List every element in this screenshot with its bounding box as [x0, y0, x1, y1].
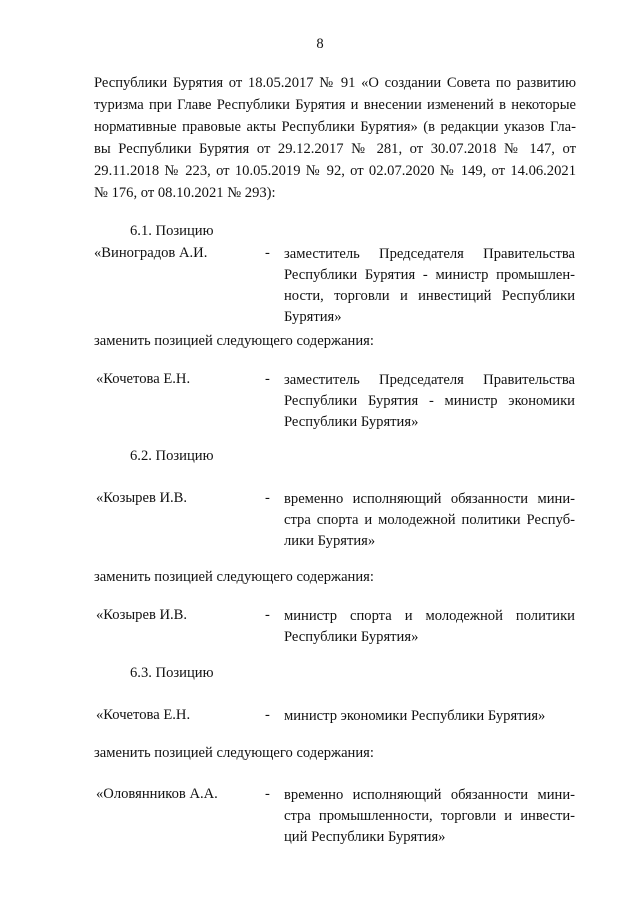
description-line: министр экономики Республики Бурятия»	[284, 708, 546, 724]
position-name: «Козырев И.В.	[96, 490, 188, 506]
description-line: Бурятия»	[284, 309, 342, 325]
position-name: «Кочетова Е.Н.	[96, 707, 191, 723]
description-line: заместитель Председателя Правительства	[284, 372, 575, 388]
position-name: «Виноградов А.И.	[94, 245, 208, 261]
description-line: ций Республики Бурятия»	[284, 829, 446, 845]
position-dash: -	[265, 786, 270, 802]
position-dash: -	[265, 371, 270, 387]
section-heading: 6.1. Позицию	[130, 223, 214, 239]
position-dash: -	[265, 490, 270, 506]
position-description	[284, 785, 575, 848]
description-line: стра промышленности, торговли и инвести-	[284, 808, 575, 824]
description-line: Республики Бурятия - министр экономики	[284, 393, 575, 409]
description-line: ности, торговли и инвестиций Республики	[284, 288, 575, 304]
description-line: министр спорта и молодежной политики	[284, 608, 575, 624]
intro-line: № 176, от 08.10.2021 № 293):	[94, 185, 276, 201]
replace-text: заменить позицией следующего содержания:	[94, 333, 374, 349]
position-name: «Оловянников А.А.	[96, 786, 218, 802]
position-name: «Козырев И.В.	[96, 607, 188, 623]
replace-text: заменить позицией следующего содержания:	[94, 569, 374, 585]
position-description	[284, 606, 575, 648]
description-line: временно исполняющий обязанности мини-	[284, 787, 575, 803]
description-line: временно исполняющий обязанности мини-	[284, 491, 575, 507]
intro-line: нормативные правовые акты Республики Бурятия» (в редакции указов Гла-	[94, 119, 576, 135]
intro-line: 29.11.2018 № 223, от 10.05.2019 № 92, от 02.07.2020 № 149, от 14.06.2021	[94, 163, 576, 179]
position-description	[284, 244, 575, 328]
page-number: 8	[316, 36, 324, 52]
description-line: заместитель Председателя Правительства	[284, 246, 575, 262]
position-dash: -	[265, 607, 270, 623]
section-heading: 6.3. Позицию	[130, 665, 214, 681]
section-heading: 6.2. Позицию	[130, 448, 214, 464]
description-line: Республики Бурятия»	[284, 629, 419, 645]
description-line: Республики Бурятия - министр промышлен-	[284, 267, 575, 283]
position-description	[284, 489, 575, 552]
description-line: стра спорта и молодежной политики Респуб-	[284, 512, 575, 528]
intro-line: туризма при Главе Республики Бурятия и внесении изменений в некоторые	[94, 97, 576, 113]
position-dash: -	[265, 245, 270, 261]
intro-line: вы Республики Бурятия от 29.12.2017 № 281, от 30.07.2018 № 147, от	[94, 141, 576, 157]
description-line: лики Бурятия»	[284, 533, 376, 549]
position-name: «Кочетова Е.Н.	[96, 371, 191, 387]
position-description	[284, 706, 575, 727]
intro-line: Республики Бурятия от 18.05.2017 № 91 «О создании Совета по развитию	[94, 75, 576, 91]
position-dash: -	[265, 707, 270, 723]
replace-text: заменить позицией следующего содержания:	[94, 745, 374, 761]
description-line: Республики Бурятия»	[284, 414, 419, 430]
position-description	[284, 370, 575, 433]
